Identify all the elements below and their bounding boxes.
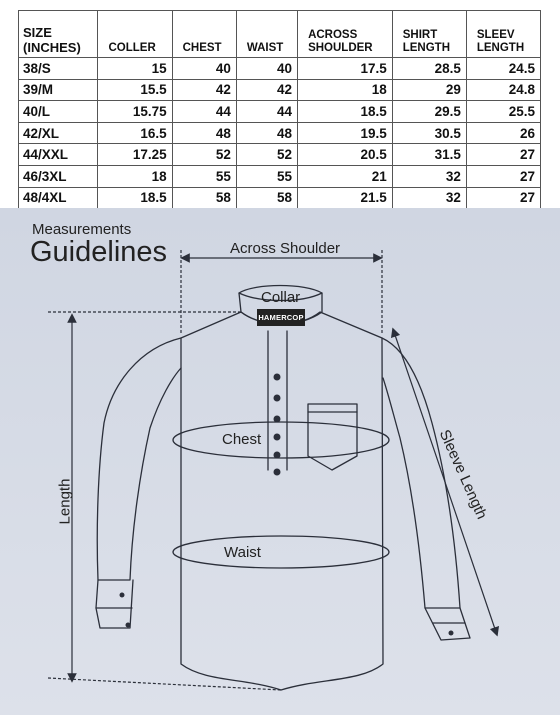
measurement-cell: 18 [98,165,172,187]
size-cell: 38/S [19,58,98,80]
measurement-cell: 17.25 [98,144,172,166]
size-cell: 40/L [19,101,98,123]
measurement-cell: 52 [172,144,236,166]
measurement-cell: 48 [172,122,236,144]
brand-label: HAMERCOP [257,309,305,326]
measurement-cell: 32 [392,165,466,187]
column-header [19,11,98,58]
column-header [98,11,172,58]
table-row [19,122,541,144]
measurement-cell: 16.5 [98,122,172,144]
chest-label: Chest [222,431,262,448]
measurement-cell: 31.5 [392,144,466,166]
length-label: Length [56,478,74,525]
column-header-line: ACROSS [308,29,358,41]
column-header-line: SIZE [23,25,52,40]
measurement-cell: 19.5 [298,122,393,144]
guide-title: Guidelines [30,236,168,268]
column-header [172,11,236,58]
measurement-cell: 28.5 [392,58,466,80]
measurement-cell: 20.5 [298,144,393,166]
table-row [19,144,541,166]
right-sleeve [382,338,460,608]
measurement-cell: 24.5 [466,58,540,80]
measurement-cell: 40 [172,58,236,80]
measurement-cell: 29 [392,79,466,101]
table-row [19,58,541,80]
size-table [18,10,541,209]
column-header-line: (INCHES) [23,40,81,55]
size-cell: 46/3XL [19,165,98,187]
chest-pocket [308,404,357,470]
measurement-cell: 44 [172,101,236,123]
measurement-cell: 30.5 [392,122,466,144]
measurement-cell: 52 [236,144,297,166]
across-shoulder-label: Across Shoulder [230,240,341,257]
column-header-line: SHIRT [402,29,438,41]
measurement-cell: 55 [172,165,236,187]
column-header-line: SHOULDER [308,42,373,54]
measurement-guide [0,208,560,715]
measurement-cell: 40 [236,58,297,80]
size-chart [0,0,560,208]
table-row [19,187,541,209]
measurement-cell: 27 [466,187,540,209]
size-cell: 48/4XL [19,187,98,209]
measurement-cell: 58 [172,187,236,209]
measurement-cell: 26 [466,122,540,144]
measurement-cell: 15.75 [98,101,172,123]
measurement-cell: 44 [236,101,297,123]
measurement-cell: 18.5 [298,101,393,123]
size-cell: 39/M [19,79,98,101]
measurement-cell: 17.5 [298,58,393,80]
table-row [19,101,541,123]
column-header-line: CHEST [182,42,222,54]
shirt-body-outline [181,312,383,690]
column-header-line: COLLER [108,42,156,54]
size-cell: 42/XL [19,122,98,144]
measurement-cell: 55 [236,165,297,187]
guide-subtitle: Measurements [32,221,132,238]
measurement-cell: 18 [298,79,393,101]
column-header [298,11,393,58]
table-header-row [19,11,541,58]
table-row [19,79,541,101]
measurement-cell: 21.5 [298,187,393,209]
shirt-diagram [0,208,560,715]
column-header-line: WAIST [246,42,284,54]
column-header-line: LENGTH [402,42,450,54]
column-header-line: LENGTH [476,42,525,54]
measurement-cell: 42 [236,79,297,101]
measurement-cell: 15.5 [98,79,172,101]
left-sleeve [97,338,181,580]
measurement-cell: 27 [466,144,540,166]
column-header-line: SLEEV [476,29,515,41]
table-body [19,58,541,209]
measurement-cell: 32 [392,187,466,209]
table-row [19,165,541,187]
column-header [466,11,540,58]
measurement-cell: 42 [172,79,236,101]
measurement-cell: 21 [298,165,393,187]
measurement-cell: 29.5 [392,101,466,123]
collar-label: Collar [261,289,301,306]
waist-label: Waist [224,544,261,561]
measurement-cell: 58 [236,187,297,209]
measurement-cell: 25.5 [466,101,540,123]
column-header [236,11,297,58]
measurement-cell: 27 [466,165,540,187]
measurement-cell: 24.8 [466,79,540,101]
measurement-cell: 48 [236,122,297,144]
sleeve-length-label: Sleeve Length [435,427,491,522]
measurement-cell: 18.5 [98,187,172,209]
measurement-cell: 15 [98,58,172,80]
waist-ellipse [173,536,389,568]
column-header [392,11,466,58]
size-cell: 44/XXL [19,144,98,166]
